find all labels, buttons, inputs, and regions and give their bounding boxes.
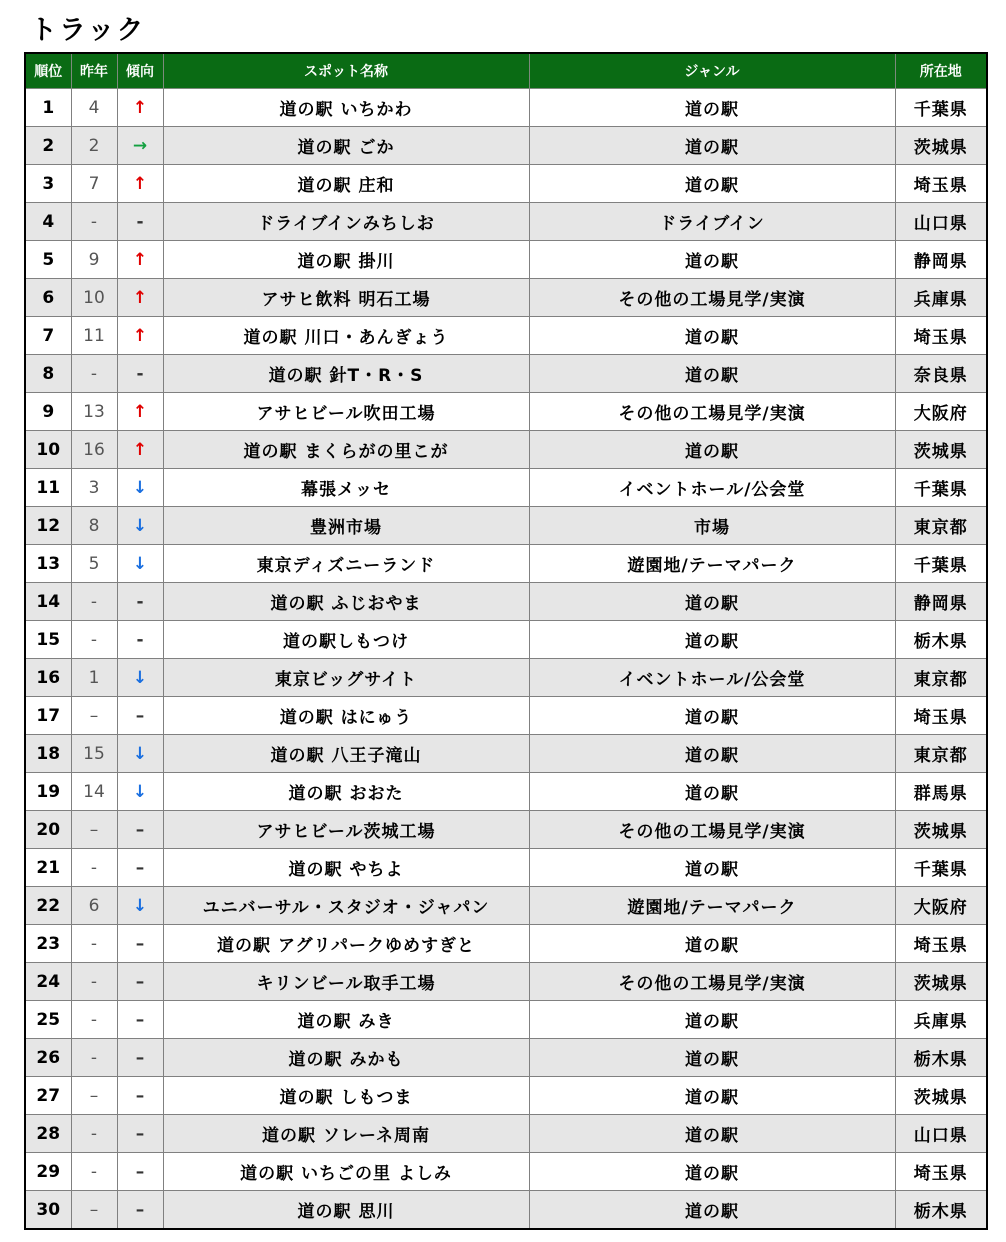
rank-cell: 20	[25, 811, 71, 849]
rank-cell: 4	[25, 203, 71, 241]
prefecture-cell: 千葉県	[895, 469, 987, 507]
last-year-cell: -	[71, 355, 117, 393]
genre-cell: 道の駅	[529, 773, 895, 811]
genre-cell: 道の駅	[529, 355, 895, 393]
table-row	[25, 773, 987, 811]
last-year-cell: 9	[71, 241, 117, 279]
rank-cell: 11	[25, 469, 71, 507]
trend-arrow-icon: -	[117, 583, 163, 621]
prefecture-cell: 大阪府	[895, 393, 987, 431]
last-year-cell: 1	[71, 659, 117, 697]
table-row	[25, 1115, 987, 1153]
header-rank: 順位	[25, 53, 71, 89]
genre-cell: 道の駅	[529, 1191, 895, 1230]
prefecture-cell: 埼玉県	[895, 925, 987, 963]
prefecture-cell: 茨城県	[895, 431, 987, 469]
table-row	[25, 735, 987, 773]
table-row	[25, 621, 987, 659]
rank-cell: 27	[25, 1077, 71, 1115]
trend-arrow-icon: ↓	[117, 887, 163, 925]
prefecture-cell: 茨城県	[895, 811, 987, 849]
trend-arrow-icon: ↑	[117, 165, 163, 203]
trend-arrow-icon: ↑	[117, 241, 163, 279]
last-year-cell: -	[71, 925, 117, 963]
rank-cell: 3	[25, 165, 71, 203]
table-row	[25, 849, 987, 887]
last-year-cell: -	[71, 849, 117, 887]
last-year-cell: –	[71, 811, 117, 849]
genre-cell: 道の駅	[529, 1039, 895, 1077]
trend-arrow-icon: –	[117, 1153, 163, 1191]
trend-arrow-icon: ↓	[117, 773, 163, 811]
spot-name-cell: 道の駅 はにゅう	[163, 697, 529, 735]
spot-name-cell: 道の駅 ソレーネ周南	[163, 1115, 529, 1153]
rank-cell: 16	[25, 659, 71, 697]
prefecture-cell: 山口県	[895, 203, 987, 241]
last-year-cell: 6	[71, 887, 117, 925]
header-last-year: 昨年	[71, 53, 117, 89]
rank-cell: 29	[25, 1153, 71, 1191]
genre-cell: 道の駅	[529, 89, 895, 127]
genre-cell: その他の工場見学/実演	[529, 279, 895, 317]
genre-cell: その他の工場見学/実演	[529, 393, 895, 431]
rank-cell: 7	[25, 317, 71, 355]
trend-arrow-icon: –	[117, 963, 163, 1001]
table-row	[25, 355, 987, 393]
spot-name-cell: 道の駅 庄和	[163, 165, 529, 203]
prefecture-cell: 千葉県	[895, 89, 987, 127]
last-year-cell: 15	[71, 735, 117, 773]
trend-arrow-icon: -	[117, 621, 163, 659]
prefecture-cell: 奈良県	[895, 355, 987, 393]
spot-name-cell: 道の駅 針T・R・S	[163, 355, 529, 393]
trend-arrow-icon: ↑	[117, 89, 163, 127]
prefecture-cell: 埼玉県	[895, 165, 987, 203]
last-year-cell: -	[71, 203, 117, 241]
table-row	[25, 1191, 987, 1230]
trend-arrow-icon: –	[117, 1001, 163, 1039]
last-year-cell: -	[71, 1039, 117, 1077]
trend-arrow-icon: ↓	[117, 507, 163, 545]
rank-cell: 26	[25, 1039, 71, 1077]
trend-arrow-icon: ↑	[117, 317, 163, 355]
prefecture-cell: 茨城県	[895, 963, 987, 1001]
trend-arrow-icon: ↓	[117, 545, 163, 583]
spot-name-cell: アサヒビール吹田工場	[163, 393, 529, 431]
spot-name-cell: 道の駅 ごか	[163, 127, 529, 165]
trend-arrow-icon: -	[117, 203, 163, 241]
spot-name-cell: 道の駅しもつけ	[163, 621, 529, 659]
trend-arrow-icon: ↓	[117, 659, 163, 697]
spot-name-cell: 道の駅 みかも	[163, 1039, 529, 1077]
prefecture-cell: 栃木県	[895, 621, 987, 659]
ranking-table	[24, 52, 988, 1230]
rank-cell: 1	[25, 89, 71, 127]
genre-cell: 道の駅	[529, 925, 895, 963]
trend-arrow-icon: ↑	[117, 393, 163, 431]
rank-cell: 13	[25, 545, 71, 583]
table-row	[25, 659, 987, 697]
rank-cell: 10	[25, 431, 71, 469]
table-row	[25, 241, 987, 279]
prefecture-cell: 東京都	[895, 659, 987, 697]
last-year-cell: 5	[71, 545, 117, 583]
last-year-cell: -	[71, 621, 117, 659]
last-year-cell: -	[71, 1115, 117, 1153]
rank-cell: 24	[25, 963, 71, 1001]
genre-cell: 道の駅	[529, 621, 895, 659]
last-year-cell: -	[71, 1001, 117, 1039]
spot-name-cell: 道の駅 アグリパークゆめすぎと	[163, 925, 529, 963]
prefecture-cell: 埼玉県	[895, 1153, 987, 1191]
prefecture-cell: 大阪府	[895, 887, 987, 925]
table-row	[25, 1153, 987, 1191]
genre-cell: 道の駅	[529, 127, 895, 165]
spot-name-cell: 道の駅 やちよ	[163, 849, 529, 887]
spot-name-cell: 道の駅 しもつま	[163, 1077, 529, 1115]
spot-name-cell: 東京ディズニーランド	[163, 545, 529, 583]
last-year-cell: 4	[71, 89, 117, 127]
genre-cell: 市場	[529, 507, 895, 545]
last-year-cell: -	[71, 963, 117, 1001]
genre-cell: 道の駅	[529, 849, 895, 887]
rank-cell: 17	[25, 697, 71, 735]
prefecture-cell: 千葉県	[895, 849, 987, 887]
spot-name-cell: アサヒ飲料 明石工場	[163, 279, 529, 317]
table-row	[25, 507, 987, 545]
table-row	[25, 545, 987, 583]
spot-name-cell: 道の駅 ふじおやま	[163, 583, 529, 621]
genre-cell: イベントホール/公会堂	[529, 659, 895, 697]
spot-name-cell: 道の駅 まくらがの里こが	[163, 431, 529, 469]
spot-name-cell: 豊洲市場	[163, 507, 529, 545]
last-year-cell: 3	[71, 469, 117, 507]
trend-arrow-icon: –	[117, 1191, 163, 1230]
last-year-cell: 10	[71, 279, 117, 317]
trend-arrow-icon: –	[117, 925, 163, 963]
table-row	[25, 203, 987, 241]
rank-cell: 25	[25, 1001, 71, 1039]
spot-name-cell: 道の駅 思川	[163, 1191, 529, 1230]
prefecture-cell: 群馬県	[895, 773, 987, 811]
prefecture-cell: 静岡県	[895, 241, 987, 279]
rank-cell: 2	[25, 127, 71, 165]
last-year-cell: –	[71, 1191, 117, 1230]
trend-arrow-icon: –	[117, 697, 163, 735]
rank-cell: 19	[25, 773, 71, 811]
header-trend: 傾向	[117, 53, 163, 89]
spot-name-cell: 道の駅 掛川	[163, 241, 529, 279]
trend-arrow-icon: –	[117, 1077, 163, 1115]
spot-name-cell: 道の駅 いちごの里 よしみ	[163, 1153, 529, 1191]
trend-arrow-icon: ↓	[117, 469, 163, 507]
genre-cell: 道の駅	[529, 165, 895, 203]
table-row	[25, 583, 987, 621]
prefecture-cell: 栃木県	[895, 1039, 987, 1077]
trend-arrow-icon: ↑	[117, 431, 163, 469]
table-row	[25, 887, 987, 925]
trend-arrow-icon: ↓	[117, 735, 163, 773]
trend-arrow-icon: ↑	[117, 279, 163, 317]
spot-name-cell: 道の駅 いちかわ	[163, 89, 529, 127]
spot-name-cell: ドライブインみちしお	[163, 203, 529, 241]
spot-name-cell: キリンビール取手工場	[163, 963, 529, 1001]
prefecture-cell: 東京都	[895, 507, 987, 545]
spot-name-cell: ユニバーサル・スタジオ・ジャパン	[163, 887, 529, 925]
last-year-cell: –	[71, 697, 117, 735]
rank-cell: 21	[25, 849, 71, 887]
rank-cell: 8	[25, 355, 71, 393]
last-year-cell: 14	[71, 773, 117, 811]
table-header-row	[25, 53, 987, 89]
table-row	[25, 963, 987, 1001]
genre-cell: 道の駅	[529, 317, 895, 355]
page-title: トラック	[30, 15, 146, 46]
table-row	[25, 697, 987, 735]
rank-cell: 9	[25, 393, 71, 431]
table-row	[25, 317, 987, 355]
prefecture-cell: 山口県	[895, 1115, 987, 1153]
table-row	[25, 1077, 987, 1115]
genre-cell: 道の駅	[529, 431, 895, 469]
trend-arrow-icon: –	[117, 811, 163, 849]
rank-cell: 18	[25, 735, 71, 773]
genre-cell: ドライブイン	[529, 203, 895, 241]
last-year-cell: 11	[71, 317, 117, 355]
prefecture-cell: 千葉県	[895, 545, 987, 583]
rank-cell: 12	[25, 507, 71, 545]
table-row	[25, 165, 987, 203]
header-genre: ジャンル	[529, 53, 895, 89]
prefecture-cell: 兵庫県	[895, 279, 987, 317]
table-row	[25, 925, 987, 963]
genre-cell: その他の工場見学/実演	[529, 963, 895, 1001]
table-row	[25, 431, 987, 469]
genre-cell: その他の工場見学/実演	[529, 811, 895, 849]
genre-cell: 道の駅	[529, 1001, 895, 1039]
spot-name-cell: 東京ビッグサイト	[163, 659, 529, 697]
rank-cell: 23	[25, 925, 71, 963]
rank-cell: 30	[25, 1191, 71, 1230]
table-row	[25, 89, 987, 127]
table-row	[25, 127, 987, 165]
prefecture-cell: 栃木県	[895, 1191, 987, 1230]
table-row	[25, 469, 987, 507]
prefecture-cell: 東京都	[895, 735, 987, 773]
last-year-cell: 8	[71, 507, 117, 545]
rank-cell: 28	[25, 1115, 71, 1153]
last-year-cell: –	[71, 1077, 117, 1115]
genre-cell: 道の駅	[529, 735, 895, 773]
spot-name-cell: 道の駅 川口・あんぎょう	[163, 317, 529, 355]
genre-cell: 道の駅	[529, 1153, 895, 1191]
genre-cell: 道の駅	[529, 697, 895, 735]
trend-arrow-icon: -	[117, 355, 163, 393]
table-row	[25, 279, 987, 317]
genre-cell: 道の駅	[529, 583, 895, 621]
table-row	[25, 393, 987, 431]
last-year-cell: 7	[71, 165, 117, 203]
trend-arrow-icon: –	[117, 1115, 163, 1153]
rank-cell: 15	[25, 621, 71, 659]
genre-cell: イベントホール/公会堂	[529, 469, 895, 507]
table-row	[25, 1001, 987, 1039]
prefecture-cell: 茨城県	[895, 127, 987, 165]
genre-cell: 遊園地/テーマパーク	[529, 545, 895, 583]
genre-cell: 遊園地/テーマパーク	[529, 887, 895, 925]
rank-cell: 22	[25, 887, 71, 925]
last-year-cell: 2	[71, 127, 117, 165]
header-spot-name: スポット名称	[163, 53, 529, 89]
table-row	[25, 811, 987, 849]
prefecture-cell: 静岡県	[895, 583, 987, 621]
prefecture-cell: 埼玉県	[895, 317, 987, 355]
header-prefecture: 所在地	[895, 53, 987, 89]
spot-name-cell: アサヒビール茨城工場	[163, 811, 529, 849]
table-row	[25, 1039, 987, 1077]
trend-arrow-icon: –	[117, 1039, 163, 1077]
spot-name-cell: 道の駅 おおた	[163, 773, 529, 811]
rank-cell: 6	[25, 279, 71, 317]
trend-arrow-icon: –	[117, 849, 163, 887]
prefecture-cell: 茨城県	[895, 1077, 987, 1115]
last-year-cell: 13	[71, 393, 117, 431]
genre-cell: 道の駅	[529, 1077, 895, 1115]
genre-cell: 道の駅	[529, 241, 895, 279]
last-year-cell: -	[71, 1153, 117, 1191]
prefecture-cell: 兵庫県	[895, 1001, 987, 1039]
spot-name-cell: 幕張メッセ	[163, 469, 529, 507]
genre-cell: 道の駅	[529, 1115, 895, 1153]
spot-name-cell: 道の駅 八王子滝山	[163, 735, 529, 773]
prefecture-cell: 埼玉県	[895, 697, 987, 735]
rank-cell: 14	[25, 583, 71, 621]
last-year-cell: 16	[71, 431, 117, 469]
trend-arrow-icon: →	[117, 127, 163, 165]
spot-name-cell: 道の駅 みき	[163, 1001, 529, 1039]
rank-cell: 5	[25, 241, 71, 279]
last-year-cell: -	[71, 583, 117, 621]
